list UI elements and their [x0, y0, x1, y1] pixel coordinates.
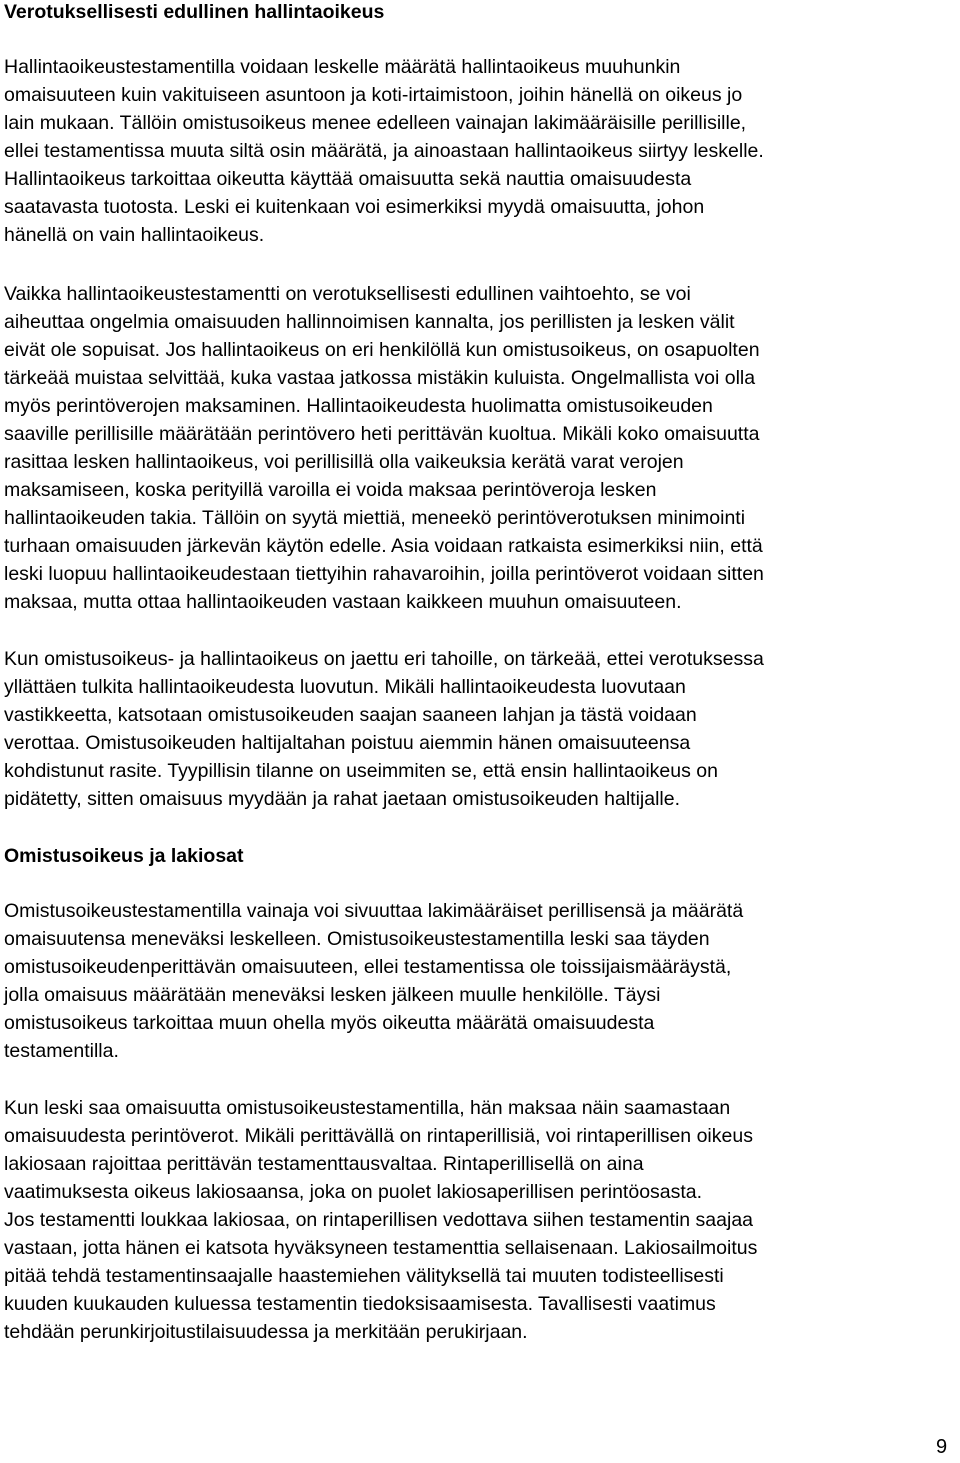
- text-line: tehdään perunkirjoitustilaisuudessa ja merkitään perukirjaan.: [4, 1321, 528, 1343]
- text-line: Vaikka hallintaoikeustestamentti on verotuksellisesti edullinen vaihtoehto, se voi: [4, 283, 691, 305]
- text-line: saaville perillisille määrätään perintövero heti perittävän kuoltua. Mikäli koko omaisuutta: [4, 423, 760, 445]
- text-line: Hallintaoikeustestamentilla voidaan leskelle määrätä hallintaoikeus muuhunkin: [4, 56, 681, 78]
- text-line: hänellä on vain hallintaoikeus.: [4, 224, 265, 246]
- text-line: maksaa, mutta ottaa hallintaoikeuden vastaan kaikkeen muuhun omaisuuteen.: [4, 591, 682, 613]
- text-line: testamentilla.: [4, 1040, 119, 1062]
- text-line: omaisuuteen kuin vakituiseen asuntoon ja koti-irtaimistoon, joihin hänellä on oikeus jo: [4, 84, 743, 106]
- paragraph-1-1: [4, 53, 764, 249]
- text-line: Hallintaoikeus tarkoittaa oikeutta käyttää omaisuutta sekä nauttia omaisuudesta: [4, 168, 692, 190]
- text-line: turhaan omaisuuden järkevän käytön edelle. Asia voidaan ratkaista esimerkiksi niin, että: [4, 535, 763, 557]
- text-line: saatavasta tuotosta. Leski ei kuitenkaan voi esimerkiksi myydä omaisuutta, johon: [4, 196, 705, 218]
- section-heading-2: Omistusoikeus ja lakiosat: [4, 845, 244, 867]
- text-line: verottaa. Omistusoikeuden haltijaltahan poistuu aiemmin hänen omaisuuteensa: [4, 732, 691, 754]
- paragraph-1-2: [4, 280, 764, 616]
- paragraph-1-3: [4, 645, 764, 813]
- text-line: pitää tehdä testamentinsaajalle haastemiehen välityksellä tai muuten todisteellisesti: [4, 1265, 724, 1287]
- paragraph-2-2: [4, 1094, 757, 1346]
- text-line: Omistusoikeustestamentilla vainaja voi sivuuttaa lakimääräiset perillisensä ja määrätä: [4, 900, 744, 922]
- text-line: aiheuttaa ongelmia omaisuuden hallinnoimisen kannalta, jos perillisten ja lesken välit: [4, 311, 735, 333]
- text-line: leski luopuu hallintaoikeudestaan tiettyihin rahavaroihin, joilla perintöverot voidaan sitten: [4, 563, 764, 585]
- text-line: Kun leski saa omaisuutta omistusoikeustestamentilla, hän maksaa näin saamastaan: [4, 1097, 731, 1119]
- text-line: kohdistunut rasite. Tyypillisin tilanne on useimmiten se, että ensin hallintaoikeus on: [4, 760, 718, 782]
- text-line: jolla omaisuus määrätään meneväksi lesken jälkeen muulle henkilölle. Täysi: [4, 984, 661, 1006]
- text-line: hallintaoikeuden takia. Tällöin on syytä miettiä, meneekö perintöverotuksen minimointi: [4, 507, 746, 529]
- text-line: omaisuudesta perintöverot. Mikäli perittävällä on rintaperillisiä, voi rintaperillisen oikeus: [4, 1125, 753, 1147]
- text-line: lakiosaan rajoittaa perittävän testamenttausvaltaa. Rintaperillisellä on aina: [4, 1153, 644, 1175]
- text-line: eivät ole sopuisat. Jos hallintaoikeus on eri henkilöllä kun omistusoikeus, on osapuolten: [4, 339, 760, 361]
- text-line: omistusoikeudenperittävän omaisuuteen, ellei testamentissa ole toissijaismääräystä,: [4, 956, 732, 978]
- text-line: vastaan, jotta hänen ei katsota hyväksyneen testamenttia sellaisenaan. Lakiosailmoitus: [4, 1237, 758, 1259]
- section-heading-1: Verotuksellisesti edullinen hallintaoikeus: [4, 1, 385, 23]
- text-line: kuuden kuukauden kuluessa testamentin tiedoksisaamisesta. Tavallisesti vaatimus: [4, 1293, 716, 1315]
- text-line: vastikkeetta, katsotaan omistusoikeuden saajan saaneen lahjan ja tästä voidaan: [4, 704, 697, 726]
- text-line: omistusoikeus tarkoittaa muun ohella myös oikeutta määrätä omaisuudesta: [4, 1012, 655, 1034]
- text-line: yllättäen tulkita hallintaoikeudesta luovutun. Mikäli hallintaoikeudesta luovutaan: [4, 676, 686, 698]
- page-number: 9: [936, 1436, 948, 1458]
- text-line: ellei testamentissa muuta siltä osin määrätä, ja ainoastaan hallintaoikeus siirtyy leskelle.: [4, 140, 764, 162]
- text-line: Kun omistusoikeus- ja hallintaoikeus on jaettu eri tahoille, on tärkeää, ettei verotuksessa: [4, 648, 764, 670]
- text-line: lain mukaan. Tällöin omistusoikeus menee edelleen vainajan lakimääräisille perillisille,: [4, 112, 747, 134]
- text-line: pidätetty, sitten omaisuus myydään ja rahat jaetaan omistusoikeuden haltijalle.: [4, 788, 681, 810]
- text-line: maksamiseen, koska perityillä varoilla ei voida maksaa perintöveroja lesken: [4, 479, 657, 501]
- paragraph-2-1: [4, 897, 743, 1065]
- text-line: myös perintöverojen maksaminen. Hallintaoikeudesta huolimatta omistusoikeuden: [4, 395, 713, 417]
- text-line: rasittaa lesken hallintaoikeus, voi perillisillä olla vaikeuksia kerätä varat verojen: [4, 451, 684, 473]
- text-line: vaatimuksesta oikeus lakiosaansa, joka on puolet lakiosaperillisen perintöosasta.: [4, 1181, 703, 1203]
- text-line: tärkeää muistaa selvittää, kuka vastaa jatkossa mistäkin kuluista. Ongelmallista voi olla: [4, 367, 756, 389]
- text-line: omaisuutensa meneväksi leskelleen. Omistusoikeustestamentilla leski saa täyden: [4, 928, 710, 950]
- text-line: Jos testamentti loukkaa lakiosaa, on rintaperillisen vedottava siihen testamentin saajaa: [4, 1209, 754, 1231]
